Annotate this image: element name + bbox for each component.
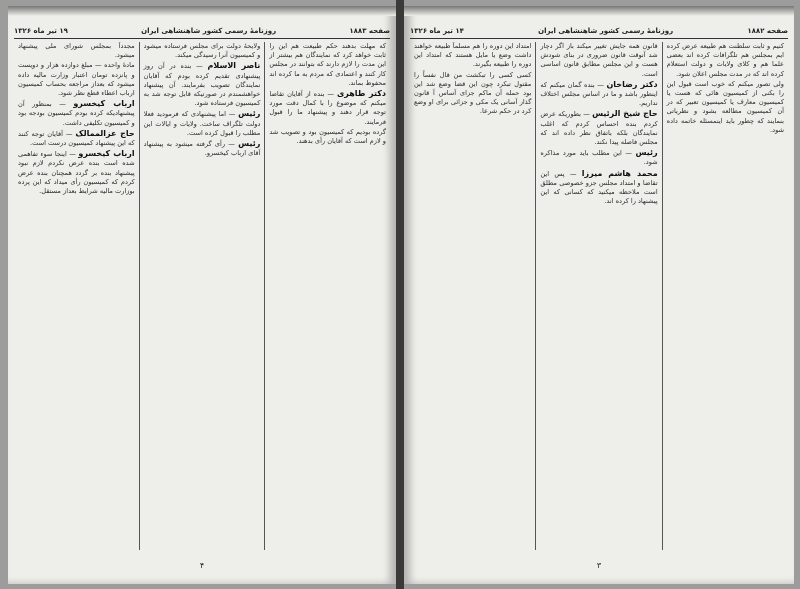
right-page-columns (410, 42, 788, 550)
speaker-heading: دکتر رضاخان (606, 79, 658, 89)
speaker-heading: ارباب کیخسرو (78, 149, 135, 159)
speaker-heading: رئیس (238, 109, 261, 119)
right-column-2 (535, 42, 661, 550)
paragraph: محمد هاشم میرزا — پس این تقاضا و امتداد مجلس جزو خصوصی مطلق است ملاحظه میکنید که کسانی که این پیشنهاد را کرده اند. (540, 168, 658, 206)
speaker-heading: رئیس (635, 148, 658, 158)
paragraph: ارباب کیخسرو — اینجا سوء تفاهمی شده است بنده عرض نکردم لازم نبود پیشنهاد بنده بر گردد همچنان بنده عرض کردم که کمیسیون رأی میداد که این پرده بوزارت مالیه شرایط بعداز مستقل. (17, 149, 135, 196)
right-page (404, 6, 794, 584)
left-column-1 (264, 42, 390, 550)
paragraph: کنیم و ثابت سلطنت هم طبیعه عرض کرده ایم بمجلس هم تلگرافات کرده اند بعضی علما هم و کلای ولایات و دولت استعلام کرده اند که در مدت مجلس اعلان شود. (666, 42, 784, 78)
paragraph: امتداد این دوره را هم مسلماً طبیعه خواهند داشت وضع یا مایل هستند که امتداد این دوره را طبیعه بگیرند. (414, 42, 532, 69)
paragraph: حاج عزالممالک — آقایان توجه کنند که این پیشنهاد کمیسیون درست است. (17, 128, 135, 148)
right-page-header (410, 24, 788, 39)
paragraph: ناصر الاسلام — بنده در آن روز پیشنهادی تقدیم کرده بودم که آقایان نمایندگان تصویب بفرمایند. آن پیشنهاد خواهشمندم در صورتیکه قابل توجه شد به کمیسیون فرستاده شود. (143, 61, 261, 108)
speaker-heading: ناصر الاسلام (207, 61, 261, 71)
paragraph: رئیس — اما پیشنهادی که فرمودید فعلا دولت تلگراف ساخت. ولایات و ایالات این مطلب را قبول کرده است. (143, 109, 261, 137)
speaker-heading: حاج شیخ الرئیس (592, 109, 658, 119)
speaker-heading: حاج عزالممالک (75, 128, 135, 138)
page-shadow (404, 6, 794, 16)
left-page-number: ۴ (199, 561, 205, 570)
page-shadow (8, 6, 396, 16)
right-page-date: ۱۴ تیر ماه ۱۳۲۶ (410, 27, 464, 35)
speaker-heading: ارباب کیخسرو (73, 99, 135, 109)
paragraph: ولایحهٔ دولت برای مجلس فرستاده میشود و کمیسیون آنرا رسیدگی میکند. (143, 42, 261, 60)
left-page (8, 6, 396, 584)
left-page-date: ۱۹ تیر ماه ۱۳۲۶ (14, 27, 68, 35)
binding-gutter (396, 0, 404, 589)
paragraph: قانون همه جایش تغییر میکند باز اگر دچار شد آنوقت قانون ضروری در بنای شودش هست و این مجلس مطابق قانون اساسی است. (540, 42, 658, 78)
paragraph: گرده بودیم که کمیسیون بود و تصویب شد و لازم است که آقایان رأی بدهند. (269, 127, 386, 146)
paragraph: ولی تصور میکنم که خوب است قبول این را بکنی از کمیسیون هائی که هست یا کمیسیون معارف یا کمیسیون تعبیر که در آن کمیسیون مطالعه بشود و نظریاتی بنمایند که چطور باید اینمسئله خاتمه داده شود. (666, 79, 784, 134)
left-column-3 (14, 42, 139, 550)
left-page-columns (14, 42, 390, 550)
right-page-number: ۳ (596, 561, 602, 570)
paragraph: رئیس — این مطلب باید مورد مذاکره شود. (540, 148, 658, 167)
left-column-2 (139, 42, 265, 550)
right-column-1 (662, 42, 788, 550)
speaker-heading: رئیس (238, 139, 261, 149)
speaker-heading: محمد هاشم میرزا (581, 168, 658, 178)
paragraph: مادهٔ واحده — مبلغ دوازده هزار و دویست و پانزده تومان اعتبار وزارت مالیه داده میشود که بعداز مراجعه بحساب کمیسیون ارباب اعطاء قطع نظر شود. (17, 61, 135, 98)
left-page-label: صفحه ۱۸۸۳ (349, 27, 390, 35)
paragraph: مجدداً بمجلس شورای ملی پیشنهاد میشود. (17, 42, 135, 60)
speaker-heading: دکتر طاهری (336, 89, 386, 99)
right-column-3 (410, 42, 535, 550)
left-page-header (14, 24, 390, 39)
paragraph: دکتر رضاخان — بنده گمان میکنم که اینطور باشد و ما در اساس مجلس اختلاف نداریم. (540, 79, 658, 108)
right-page-title: روزنامهٔ رسمی کشور شاهنشاهی ایران (538, 27, 674, 35)
paragraph: ارباب کیخسرو — بمنظور آن پیشنهادیکه کرده بودم کمیسیون بودجه بود و کمیسیون تکلیفی داشت. (17, 99, 135, 127)
paragraph: کسی کسی را تبکشت من قال نفساً را مقتول تبکرد چون این قضا وضع شد این بود حمله آن ماکم جزای آساس آ قانون گذار آسانی یک مکی و جزائی برای او وضع کرد در حکم شرعا. (414, 70, 532, 116)
paragraph: رئیس — رأی گرفته میشود به پیشنهاد آقای ارباب کیخسرو. (143, 139, 261, 158)
paragraph: دکتر طاهری — بنده از آقایان تقاضا میکنم که موضوع را با کمال دقت مورد توجه قرار دهند و پیشنهاد ما را قبول فرمایند. (269, 89, 386, 126)
right-page-label: صفحه ۱۸۸۲ (747, 27, 788, 35)
paragraph: حاج شیخ الرئیس — بطوریکه عرض کردم بنده احساس کردم که اغلب نمایندگان بلکه باتفاق نظر داده اند که مجلس فاصله پیدا نکند. (540, 109, 658, 147)
left-page-title: روزنامهٔ رسمی کشور شاهنشاهی ایران (141, 27, 277, 35)
paragraph: که مهلت بدهند حکم طبیعت هم این را ثابت خواهد کرد که نمایندگان هم بیشتر از این مدت را لازم دارند که بتوانند در مجلس کار کنند و اعتمادی که مردم به ما کرده اند محفوظ بماند. (269, 42, 386, 87)
